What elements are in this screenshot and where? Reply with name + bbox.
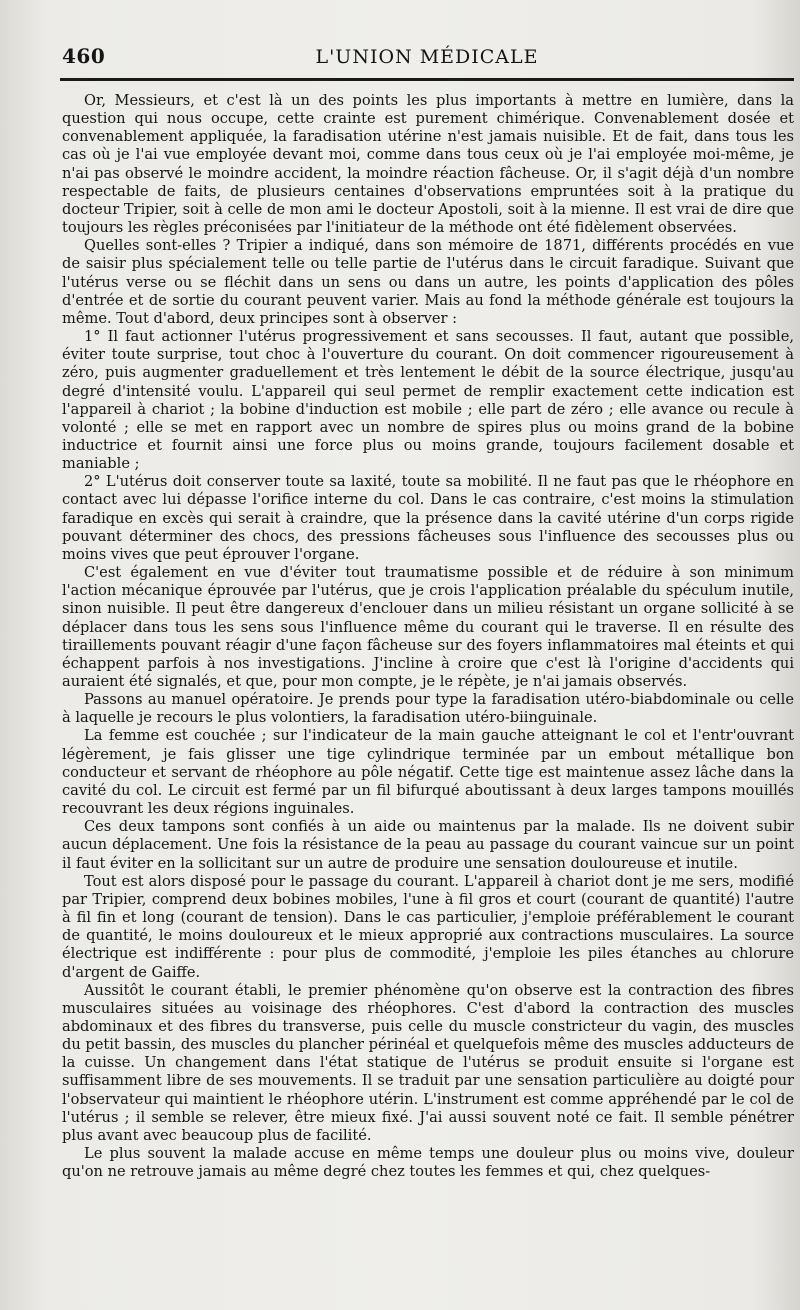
body-text	[62, 92, 794, 1181]
paragraph: Le plus souvent la malade accuse en même temps une douleur plus ou moins vive, douleur qu'on ne retrouve jamais au même degré chez toutes les femmes et qui, chez quelques-	[62, 1145, 794, 1181]
paragraph: C'est également en vue d'éviter tout traumatisme possible et de réduire à son minimum l'action mécanique éprouvée par l'utérus, que je crois l'application préalable du spéculum inutile, sinon nuisible. Il peut être dangereux d'enclouer dans un milieu résistant un organe sollicité à se déplacer dans tous les sens sous l'influence même du courant qui le traverse. Il en résulte des tiraillements pouvant réagir d'une façon fâcheuse sur des foyers inflammatoires mal éteints et qui échappent parfois à nos investigations. J'incline à croire que c'est là l'origine d'accidents qui auraient été signalés, et que, pour mon compte, je le répète, je n'ai jamais observés.	[62, 564, 794, 690]
running-head: L'UNION MÉDICALE	[315, 46, 539, 68]
paragraph: Ces deux tampons sont confiés à un aide ou maintenus par la malade. Ils ne doivent subir aucun déplacement. Une fois la résistance de la peau au passage du courant vaincue sur un point il faut éviter en la sollicitant sur un autre de produire une sensation douloureuse et inutile.	[62, 818, 794, 872]
page-number: 460	[62, 44, 106, 68]
paragraph: Aussitôt le courant établi, le premier phénomène qu'on observe est la contraction des fibres musculaires situées au voisinage des rhéophores. C'est d'abord la contraction des muscles abdominaux et des fibres du transverse, puis celle du muscle constricteur du vagin, des muscles du petit bassin, des muscles du plancher périnéal et quelquefois même des muscles adducteurs de la cuisse. Un changement dans l'état statique de l'utérus se produit ensuite si l'organe est suffisamment libre de ses mouvements. Il se traduit par une sensation particulière au doigté pour l'observateur qui maintient le rhéophore utérin. L'instrument est comme appréhendé par le col de l'utérus ; il semble se relever, être mieux fixé. J'ai aussi souvent noté ce fait. Il semble pénétrer plus avant avec beaucoup plus de facilité.	[62, 981, 794, 1144]
header-rule	[60, 78, 794, 81]
paragraph: Passons au manuel opératoire. Je prends pour type la faradisation utéro-biabdominale ou celle à laquelle je recours le plus volontiers, la faradisation utéro-biinguinale.	[62, 691, 794, 727]
paragraph: 1° Il faut actionner l'utérus progressivement et sans secousses. Il faut, autant que possible, éviter toute surprise, tout choc à l'ouverture du courant. On doit commencer rigoureusement à zéro, puis augmenter graduellement et très lentement le débit de la source électrique, jusqu'au degré d'intensité voulu. L'appareil qui seul permet de remplir exactement cette indication est l'appareil à chariot ; la bobine d'induction est mobile ; elle part de zéro ; elle avance ou recule à volonté ; elle se met en rapport avec un nombre de spires plus ou moins grand de la bobine inductrice et fournit ainsi une force plus ou moins grande, toujours facilement dosable et maniable ;	[62, 328, 794, 473]
paragraph: 2° L'utérus doit conserver toute sa laxité, toute sa mobilité. Il ne faut pas que le rhéophore en contact avec lui dépasse l'orifice interne du col. Dans le cas contraire, c'est moins la stimulation faradique en excès qui serait à craindre, que la présence dans la cavité utérine d'un corps rigide pouvant déterminer des chocs, des pressions fâcheuses sous l'influence des secousses plus ou moins vives que peut éprouver l'organe.	[62, 473, 794, 563]
paragraph: Quelles sont-elles ? Tripier a indiqué, dans son mémoire de 1871, différents procédés en vue de saisir plus spécialement telle ou telle partie de l'utérus dans le circuit faradique. Suivant que l'utérus verse ou se fléchit dans un sens ou dans un autre, les points d'application des pôles d'entrée et de sortie du courant peuvent varier. Mais au fond la méthode générale est toujours la même. Tout d'abord, deux principes sont à observer :	[62, 237, 794, 327]
paragraph: La femme est couchée ; sur l'indicateur de la main gauche atteignant le col et l'entr'ouvrant légèrement, je fais glisser une tige cylindrique terminée par un embout métallique bon conducteur et servant de rhéophore au pôle négatif. Cette tige est maintenue assez lâche dans la cavité du col. Le circuit est fermé par un fil bifurqué aboutissant à deux larges tampons mouillés recouvrant les deux régions inguinales.	[62, 727, 794, 818]
paragraph: Or, Messieurs, et c'est là un des points les plus importants à mettre en lumière, dans la question qui nous occupe, cette crainte est purement chimérique. Convenablement dosée et convenablement appliquée, la faradisation utérine n'est jamais nuisible. Et de fait, dans tous les cas où je l'ai vue employée devant moi, comme dans tous ceux où je l'ai employée moi-même, je n'ai pas observé le moindre accident, la moindre réaction fâcheuse. Or, il s'agit déjà d'un nombre respectable de faits, de plusieurs centaines d'observations empruntées soit à la pratique du docteur Tripier, soit à celle de mon ami le docteur Apostoli, soit à la mienne. Il est vrai de dire que toujours les règles préconisées par l'initiateur de la méthode ont été fidèlement observées.	[62, 92, 794, 237]
paragraph: Tout est alors disposé pour le passage du courant. L'appareil à chariot dont je me sers, modifié par Tripier, comprend deux bobines mobiles, l'une à fil gros et court (courant de quantité) l'autre à fil fin et long (courant de tension). Dans le cas particulier, j'emploie préférablement le courant de quantité, le moins douloureux et le mieux approprié aux contractions musculaires. La source électrique est indifférente : pour plus de commodité, j'emploie les piles étanches au chlorure d'argent de Gaiffe.	[62, 872, 794, 981]
page-header	[62, 44, 792, 78]
